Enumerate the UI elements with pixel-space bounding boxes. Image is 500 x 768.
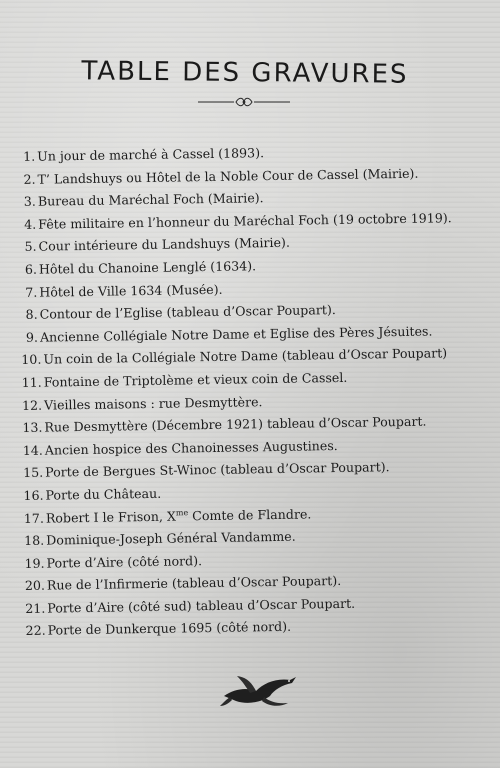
entry-title: Porte de Bergues St-Winoc (tableau d’Oscar Poupart). [45,459,390,480]
engravings-list [18,139,496,643]
entry-superscript: me [175,507,189,517]
entry-number: 20. [24,577,46,594]
entry-title: Ancien hospice des Chanoinesses Augustines. [44,437,338,458]
entry-text [47,593,355,620]
entry-title: Porte d’Aire (côté nord). [46,552,203,571]
entry-title: Ancienne Collégiale Notre Dame et Eglise des Pères Jésuites. [39,323,433,345]
entry-title: Contour de l’Eglise (tableau d’Oscar Poupart). [39,302,336,322]
entry-number: 12. [21,397,43,413]
entry-title: Bureau du Maréchal Foch (Mairie). [37,190,264,209]
entry-number: 17. [23,510,44,526]
fleuron-rule-icon [196,95,292,109]
bird-tailpiece-icon [218,670,302,714]
entry-number: 8. [25,306,38,323]
entry-number: 11. [21,374,42,390]
entry-title: T’ Landshuys ou Hôtel de la Noble Cour de Cassel (Mairie). [37,165,419,187]
entry-number: 7. [25,284,38,300]
entry-title: Rue de l’Infirmerie (tableau d’Oscar Poupart). [46,573,342,593]
entry-number: 9. [25,329,39,345]
entry-title: Porte du Château. [45,485,162,503]
entry-number: 13. [22,419,43,436]
entry-number: 16. [23,487,44,503]
entry-text [46,550,202,575]
entry-title: Un coin de la Collégiale Notre Dame (tableau d’Oscar Poupart) [43,345,448,367]
entry-text [39,255,257,281]
page-title: TABLE DES GRAVURES [81,56,409,90]
entry-title: Porte de Dunkerque 1695 (côté nord). [47,619,292,639]
entry-text [44,367,348,394]
entry-text [39,278,223,303]
entry-title: Robert I le Frison, X [45,508,177,526]
entry-title: Hôtel du Chanoine Lenglé (1634). [38,258,257,277]
entry-number: 3. [23,193,36,210]
entry-title: Fontaine de Triptolème et vieux coin de Cassel. [43,369,348,390]
entry-number: 1. [23,148,36,164]
entry-title: Fête militaire en l’honneur du Maréchal Foch (19 octobre 1919). [38,209,452,232]
entry-number: 19. [24,555,45,571]
entry-number: 21. [25,600,46,616]
entry-number: 4. [24,216,37,232]
entry-title-continued: Comte de Flandre. [188,505,312,523]
entry-number: 22. [25,623,46,639]
entry-number: 15. [23,464,44,481]
entry-title: Vieilles maisons : rue Desmyttère. [43,393,263,413]
entry-number: 2. [23,171,36,187]
entry-number: 10. [21,352,42,368]
entry-number: 5. [24,239,37,255]
entry-title: Hôtel de Ville 1634 (Musée). [39,281,223,300]
entry-title: Rue Desmyttère (Décembre 1921) tableau d’Oscar Poupart. [44,413,427,435]
entry-title: Cour intérieure du Landshuys (Mairie). [38,235,291,255]
entry-text [47,616,291,642]
entry-title: Un jour de marché à Cassel (1893). [37,145,265,164]
entry-number: 18. [24,532,45,549]
entry-title: Porte d’Aire (côté sud) tableau d’Oscar Poupart. [47,595,356,616]
entry-number: 14. [22,442,43,458]
entry-number: 6. [24,261,38,277]
entry-text [45,483,161,507]
entry-text [46,526,296,553]
entry-title: Dominique-Joseph Général Vandamme. [46,528,296,548]
